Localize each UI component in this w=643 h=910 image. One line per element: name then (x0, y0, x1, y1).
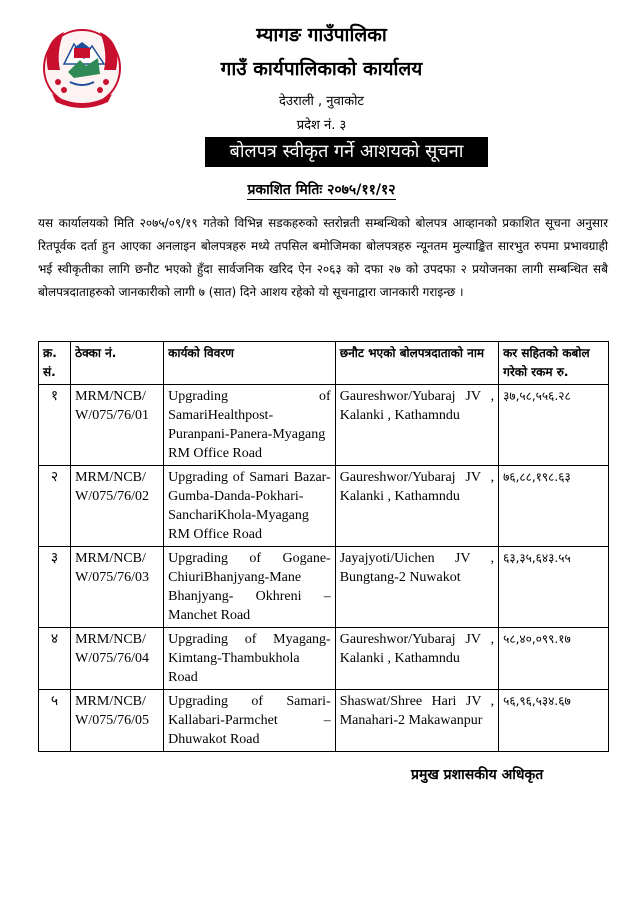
row-sn: ४ (39, 628, 71, 690)
row-bidder: Shaswat/Shree Hari JV , Manahari-2 Makawanpur (335, 690, 498, 752)
row-contract-no: MRM/NCB/ W/075/76/01 (71, 385, 164, 466)
row-amount: ७६,८८,१९८.६३ (499, 466, 609, 547)
row-contract-no: MRM/NCB/ W/075/76/02 (71, 466, 164, 547)
notice-body: यस कार्यालयको मिति २०७५/०९/१९ गतेको विभिन्न सडकहरुको स्तरोन्नती सम्बन्धिको बोलपत्र आव्हानको प्रकाशित सूचना अनुसार रितपूर्वक दर्ता हुन आएका अनलाइन बोलपत्रहरु मध्ये तपसिल बमोजिमका बोलपत्रहरु न्यूनतम मुल्याङ्कित सारभुत रुपमा प्रभावग्राही भई स्वीकृतीका लागि छनौट भएको हुँदा सार्वजनिक खरिद ऐन २०६३ को दफा २७ को उपदफा २ प्रयोजनका लागी सम्बन्धित सबै बोलपत्रदाताहरुको जानकारीको लागी ७ (सात) दिने आशय रहेको यो सूचनाद्वारा जानकारी गराइन्छ । (38, 216, 608, 299)
row-sn: ३ (39, 547, 71, 628)
col-header-description: कार्यको विवरण (164, 342, 336, 385)
table-row (39, 547, 609, 628)
row-sn: १ (39, 385, 71, 466)
province-label: प्रदेश नं. ३ (296, 118, 347, 133)
row-bidder: Gaureshwor/Yubaraj JV , Kalanki , Kathamndu (335, 385, 498, 466)
row-bidder: Gaureshwor/Yubaraj JV , Kalanki , Kathamndu (335, 628, 498, 690)
row-amount: ५६,९६,५३४.६७ (499, 690, 609, 752)
table-row (39, 690, 609, 752)
row-amount: ५८,४०,०९९.१७ (499, 628, 609, 690)
row-description: Upgrading of Samari Bazar-Gumba-Danda-Pokhari-SanchariKhola-Myagang RM Office Road (164, 466, 336, 547)
published-date (0, 180, 643, 199)
row-contract-no: MRM/NCB/ W/075/76/05 (71, 690, 164, 752)
published-date-text: प्रकाशित मितिः २०७५/११/१२ (247, 182, 396, 198)
table-row (39, 385, 609, 466)
col-header-sn: क्र. सं. (39, 342, 71, 385)
col-header-bidder: छनौट भएको बोलपत्रदाताको नाम (335, 342, 498, 385)
col-header-contract-no: ठेक्का नं. (71, 342, 164, 385)
row-description: Upgrading of SamariHealthpost-Puranpani-Panera-Myagang RM Office Road (164, 385, 336, 466)
office-address: देउराली , नुवाकोट (278, 94, 364, 109)
row-contract-no: MRM/NCB/ W/075/76/03 (71, 547, 164, 628)
table-row (39, 466, 609, 547)
row-amount: ३७,५८,५५६.२८ (499, 385, 609, 466)
accepted-bids-table (38, 341, 609, 752)
row-amount: ६३,३५,६४३.५५ (499, 547, 609, 628)
office-name: गाउँ कार्यपालिकाको कार्यालय (220, 58, 423, 80)
municipality-name: म्यागङ गाउँपालिका (256, 24, 387, 46)
table-header-row (39, 342, 609, 385)
table-row (39, 628, 609, 690)
row-description: Upgrading of Samari-Kallabari-Parmchet – Dhuwakot Road (164, 690, 336, 752)
row-bidder: Gaureshwor/Yubaraj JV , Kalanki , Kathamndu (335, 466, 498, 547)
row-bidder: Jayajyoti/Uichen JV , Bungtang-2 Nuwakot (335, 547, 498, 628)
row-description: Upgrading of Gogane-ChiuriBhanjyang-Mane Bhanjyang- Okhreni – Manchet Road (164, 547, 336, 628)
row-description: Upgrading of Myagang-Kimtang-Thambukhola Road (164, 628, 336, 690)
signatory-title: प्रमुख प्रशासकीय अधिकृत (411, 767, 544, 783)
row-contract-no: MRM/NCB/ W/075/76/04 (71, 628, 164, 690)
row-sn: २ (39, 466, 71, 547)
row-sn: ५ (39, 690, 71, 752)
notice-title-banner: बोलपत्र स्वीकृत गर्ने आशयको सूचना (205, 137, 488, 167)
col-header-amount: कर सहितको कबोल गरेको रकम रु. (499, 342, 609, 385)
